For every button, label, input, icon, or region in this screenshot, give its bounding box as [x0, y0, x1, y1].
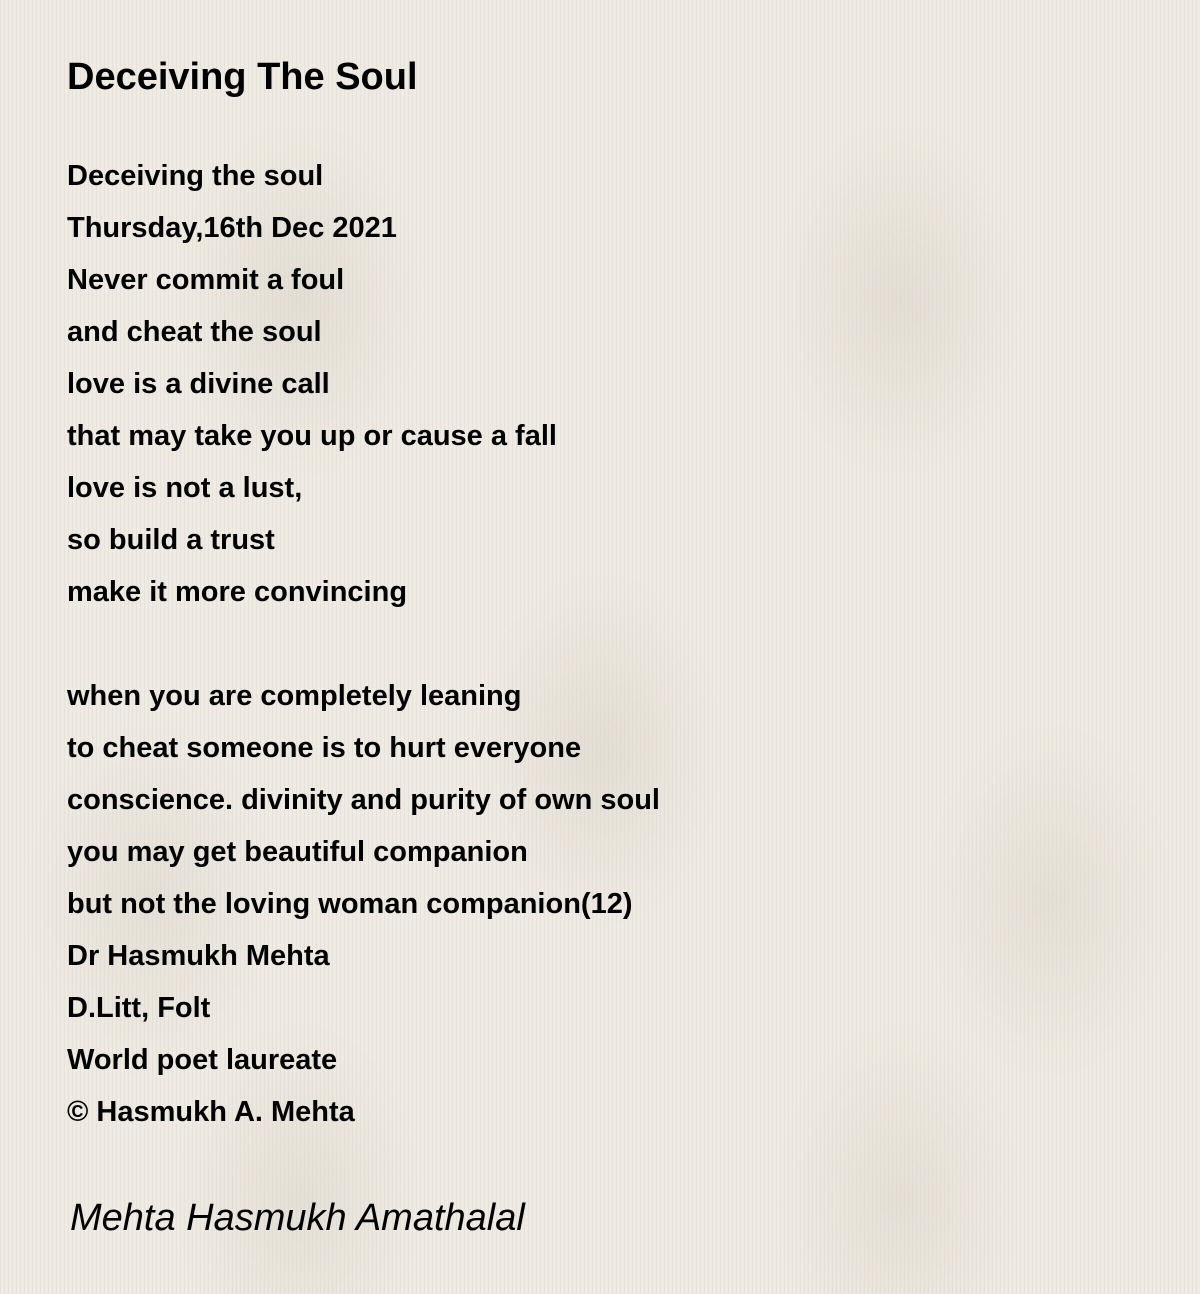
poem-line: Thursday,16th Dec 2021: [67, 212, 397, 244]
stanza-break: [67, 618, 660, 670]
poem-line: so build a trust: [67, 524, 275, 556]
poem-line: that may take you up or cause a fall: [67, 420, 557, 452]
poem-title: Deceiving The Soul: [67, 56, 418, 98]
poem-line: you may get beautiful companion: [67, 836, 528, 868]
poem-line: conscience. divinity and purity of own soul: [67, 784, 660, 816]
poem-line: Dr Hasmukh Mehta: [67, 940, 330, 972]
poem-line: World poet laureate: [67, 1044, 338, 1076]
poem-line: but not the loving woman companion(12): [67, 888, 633, 920]
author-name: Mehta Hasmukh Amathalal: [70, 1197, 525, 1239]
poem-line: make it more convincing: [67, 576, 408, 608]
poem-line: love is not a lust,: [67, 472, 303, 504]
poem-line: Never commit a foul: [67, 264, 345, 296]
poem-line: D.Litt, Folt: [67, 992, 211, 1024]
poem-line: and cheat the soul: [67, 316, 322, 348]
poem-line: Deceiving the soul: [67, 160, 324, 192]
poem-line: when you are completely leaning: [67, 680, 522, 712]
poem-line: love is a divine call: [67, 368, 330, 400]
poem-line: to cheat someone is to hurt everyone: [67, 732, 582, 764]
poem-body: [67, 150, 660, 1138]
copyright-line: © Hasmukh A. Mehta: [67, 1096, 355, 1128]
